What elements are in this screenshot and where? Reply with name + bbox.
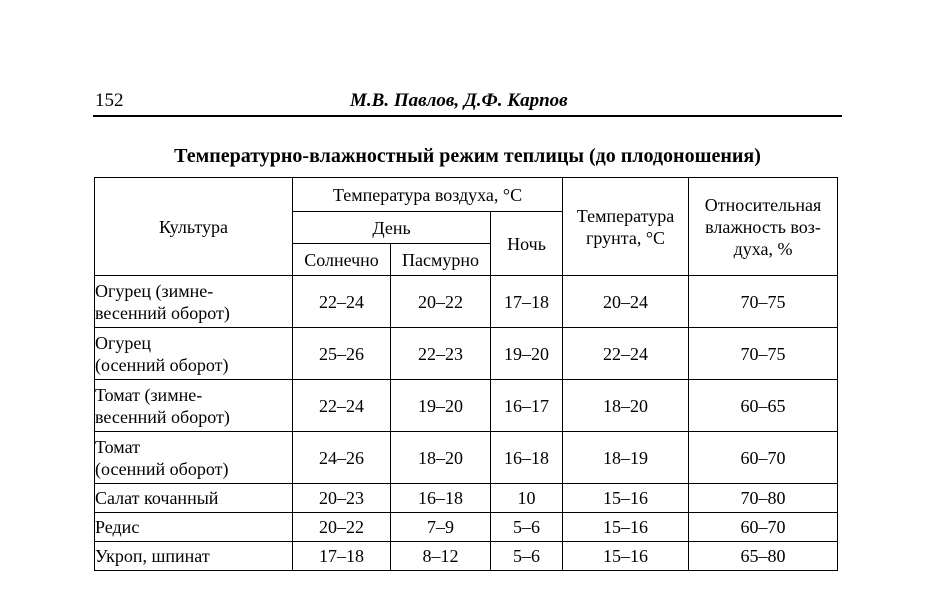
cloudy-cell: 16–18: [391, 484, 491, 513]
sunny-cell: 20–23: [293, 484, 391, 513]
table-row: [95, 542, 838, 571]
table-row: [95, 484, 838, 513]
header-humidity: Относительная влажность воз-духа, %: [689, 178, 838, 276]
crop-cell: [95, 328, 293, 380]
night-cell: 16–17: [491, 380, 563, 432]
table-row: [95, 328, 838, 380]
cloudy-cell: 18–20: [391, 432, 491, 484]
header-soil-temperature: Температура грунта, °C: [563, 178, 689, 276]
soil-cell: 15–16: [563, 513, 689, 542]
humidity-cell: 65–80: [689, 542, 838, 571]
sunny-cell: 22–24: [293, 380, 391, 432]
crop-cell: Укроп, шпинат: [95, 542, 293, 571]
crop-cell: [95, 432, 293, 484]
running-header-authors: М.В. Павлов, Д.Ф. Карпов: [350, 90, 568, 111]
cloudy-cell: 20–22: [391, 276, 491, 328]
crop-line: (осенний оборот): [95, 354, 229, 375]
table-title: Температурно-влажностный режим теплицы (до плодоношения): [174, 145, 761, 167]
soil-cell: 15–16: [563, 542, 689, 571]
humidity-cell: 60–65: [689, 380, 838, 432]
regime-table: [94, 177, 838, 571]
crop-cell: [95, 276, 293, 328]
crop-cell: [95, 380, 293, 432]
header-rule: [93, 115, 842, 117]
soil-cell: 18–20: [563, 380, 689, 432]
cloudy-cell: 7–9: [391, 513, 491, 542]
header-crop: Культура: [95, 178, 293, 276]
crop-cell: Редис: [95, 513, 293, 542]
crop-line: Томат (зимне-: [95, 384, 203, 405]
cloudy-cell: 19–20: [391, 380, 491, 432]
humidity-cell: 60–70: [689, 513, 838, 542]
soil-cell: 20–24: [563, 276, 689, 328]
sunny-cell: 25–26: [293, 328, 391, 380]
night-cell: 16–18: [491, 432, 563, 484]
sunny-cell: 20–22: [293, 513, 391, 542]
cloudy-cell: 8–12: [391, 542, 491, 571]
crop-line: весенний оборот): [95, 406, 230, 427]
page-number: 152: [95, 90, 124, 111]
sunny-cell: 24–26: [293, 432, 391, 484]
crop-cell: Салат кочанный: [95, 484, 293, 513]
soil-cell: 15–16: [563, 484, 689, 513]
crop-line: Огурец: [95, 332, 152, 353]
table-row: [95, 276, 838, 328]
night-cell: 17–18: [491, 276, 563, 328]
humidity-cell: 70–75: [689, 276, 838, 328]
crop-line: (осенний оборот): [95, 458, 229, 479]
humidity-cell: 60–70: [689, 432, 838, 484]
header-air-temperature: Температура воздуха, °C: [293, 178, 563, 212]
soil-cell: 18–19: [563, 432, 689, 484]
humidity-cell: 70–75: [689, 328, 838, 380]
sunny-cell: 17–18: [293, 542, 391, 571]
night-cell: 5–6: [491, 542, 563, 571]
night-cell: 10: [491, 484, 563, 513]
header-sunny: Солнечно: [293, 244, 391, 276]
table-row: [95, 432, 838, 484]
cloudy-cell: 22–23: [391, 328, 491, 380]
humidity-cell: 70–80: [689, 484, 838, 513]
header-day: День: [293, 212, 491, 244]
night-cell: 5–6: [491, 513, 563, 542]
table-row: [95, 513, 838, 542]
header-night: Ночь: [491, 212, 563, 276]
crop-line: Огурец (зимне-: [95, 280, 214, 301]
crop-line: Томат: [95, 436, 140, 457]
night-cell: 19–20: [491, 328, 563, 380]
table-row: [95, 380, 838, 432]
soil-cell: 22–24: [563, 328, 689, 380]
sunny-cell: 22–24: [293, 276, 391, 328]
header-cloudy: Пасмурно: [391, 244, 491, 276]
crop-line: весенний оборот): [95, 302, 230, 323]
